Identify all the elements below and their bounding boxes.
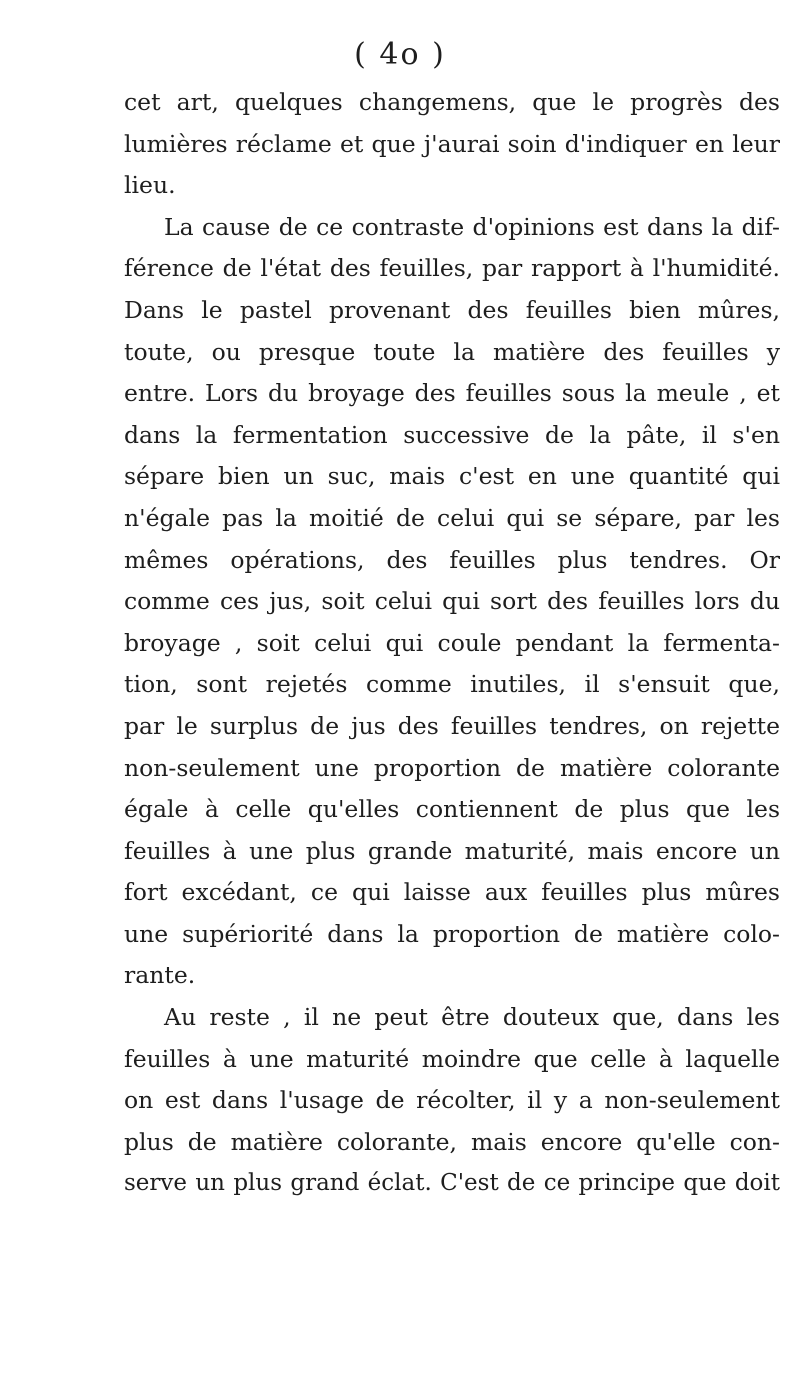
text-line: dans la fermentation successive de la pâte, il s'en [124, 420, 780, 449]
text-line: lumières réclame et que j'aurai soin d'indiquer en leur [124, 129, 780, 158]
text-line: sépare bien un suc, mais c'est en une quantité qui [124, 462, 780, 491]
text-line: une supériorité dans la proportion de matière colo- [124, 919, 780, 948]
text-line: comme ces jus, soit celui qui sort des feuilles lors du [124, 587, 780, 616]
body-text [124, 82, 780, 1205]
text-line: lieu. [124, 171, 176, 200]
text-line: plus de matière colorante, mais encore qu'elle con- [124, 1127, 780, 1156]
text-line: Dans le pastel provenant des feuilles bien mûres, [124, 295, 780, 324]
text-line: non-seulement une proportion de matière colorante [124, 753, 780, 782]
text-line: tion, sont rejetés comme inutiles, il s'ensuit que, [124, 670, 780, 699]
text-line: on est dans l'usage de récolter, il y a non-seulement [124, 1086, 780, 1115]
text-line: n'égale pas la moitié de celui qui se sépare, par les [124, 503, 780, 532]
text-line: férence de l'état des feuilles, par rapport à l'humidité. [124, 254, 780, 283]
text-line: toute, ou presque toute la matière des feuilles y [124, 337, 780, 366]
text-line: égale à celle qu'elles contiennent de plus que les [124, 795, 780, 824]
text-line: serve un plus grand éclat. C'est de ce principe que doit [124, 1170, 780, 1197]
text-line: fort excédant, ce qui laisse aux feuilles plus mûres [124, 878, 780, 907]
text-line: rante. [124, 961, 196, 990]
text-line: cet art, quelques changemens, que le progrès des [124, 88, 780, 116]
text-line: broyage , soit celui qui coule pendant la fermenta- [124, 628, 780, 657]
text-line: La cause de ce contraste d'opinions est dans la dif- [164, 212, 780, 241]
text-line: feuilles à une plus grande maturité, mais encore un [124, 836, 780, 865]
text-line: mêmes opérations, des feuilles plus tendres. Or [124, 545, 780, 574]
text-line: entre. Lors du broyage des feuilles sous la meule , et [124, 379, 780, 408]
page-number: ( 4o ) [354, 37, 446, 72]
text-line: Au reste , il ne peut être douteux que, dans les [164, 1003, 780, 1032]
text-line: par le surplus de jus des feuilles tendres, on rejette [124, 711, 780, 740]
text-line: feuilles à une maturité moindre que celle à laquelle [124, 1044, 780, 1073]
